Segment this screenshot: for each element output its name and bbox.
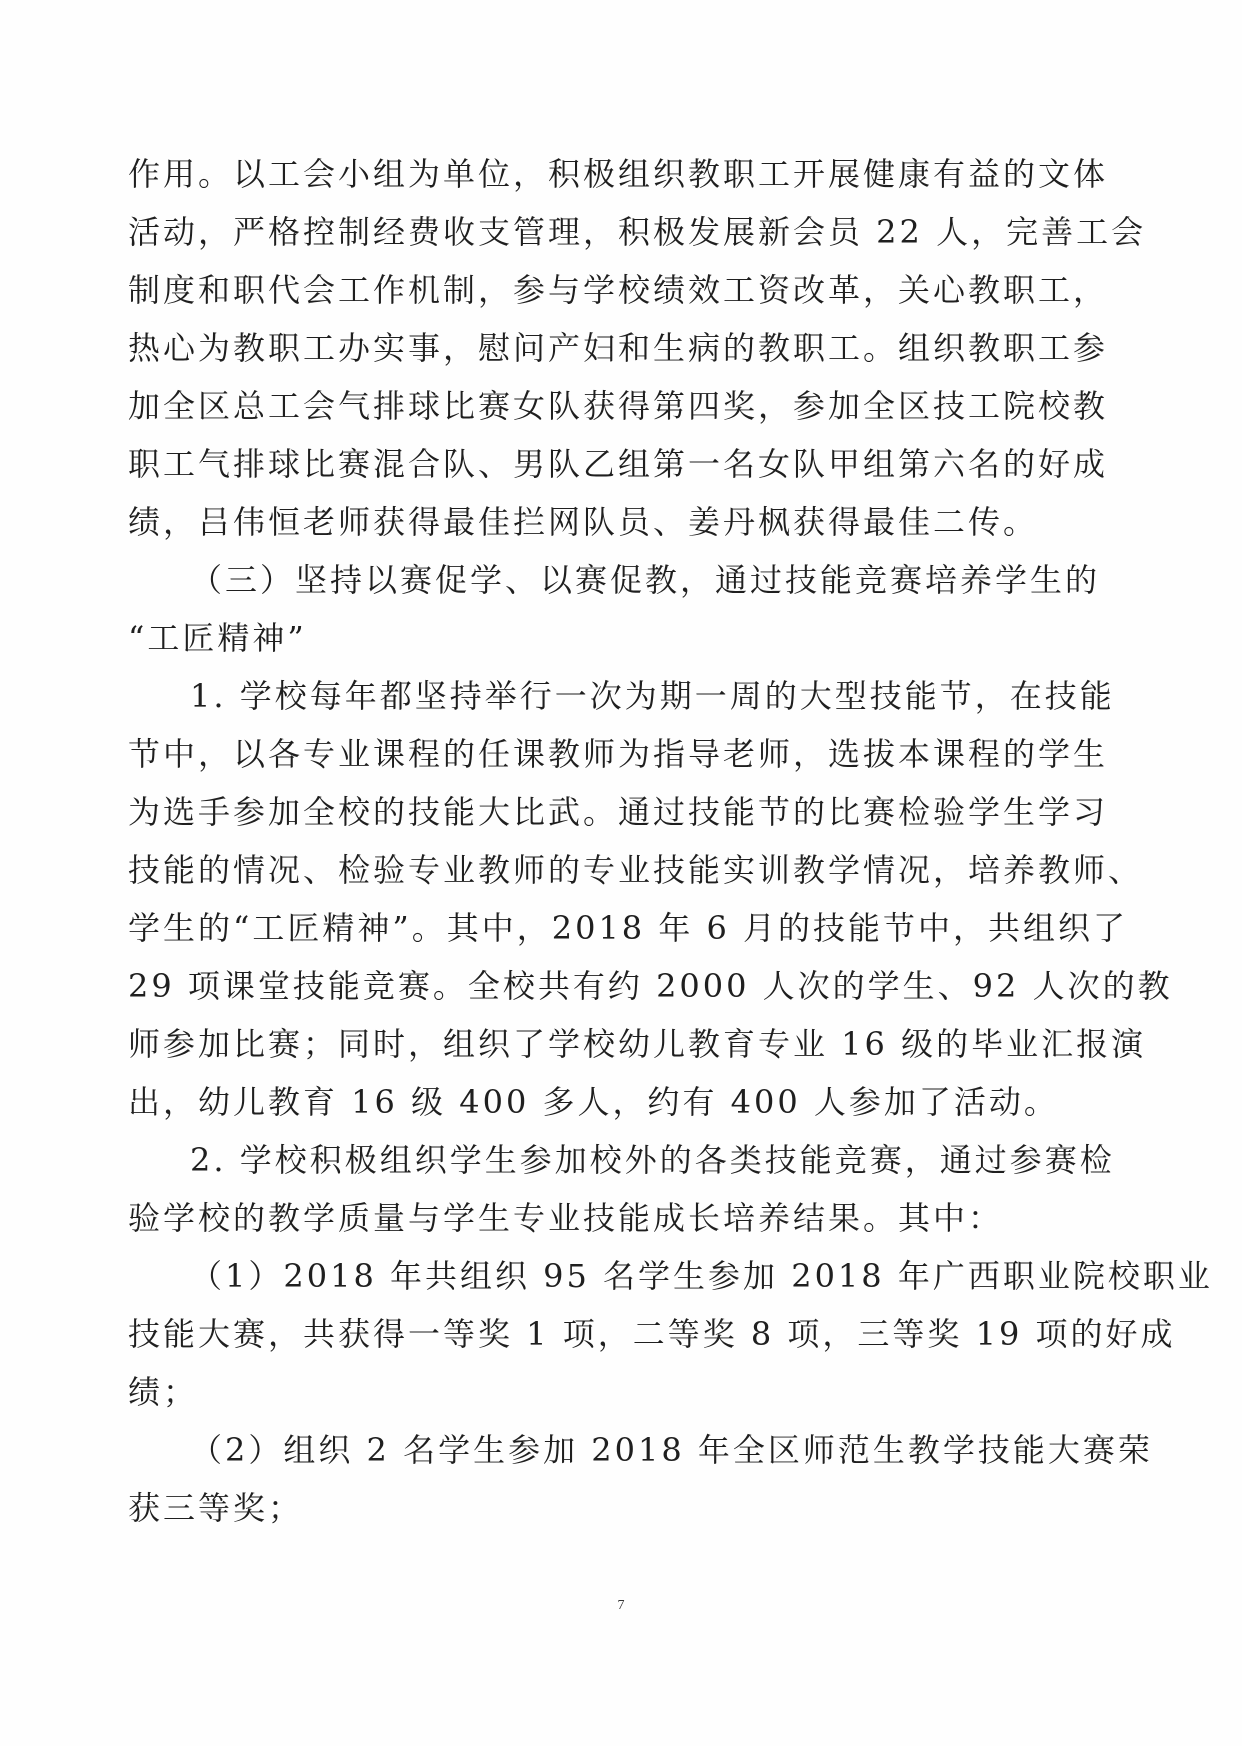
item-1-line-2: 节中，以各专业课程的任课教师为指导老师，选拔本课程的学生 [128,735,1109,773]
subitem-1-line-3: 绩； [128,1373,199,1411]
subitem-2-line-1: （2）组织 2 名学生参加 2018 年全区师范生教学技能大赛荣 [190,1431,1153,1469]
section-heading-3: （三）坚持以赛促学、以赛促教，通过技能竞赛培养学生的 [190,561,1101,599]
subitem-2-line-2: 获三等奖； [128,1489,304,1527]
document-body [128,145,1213,1537]
body-line-6: 职工气排球比赛混合队、男队乙组第一名女队甲组第六名的好成 [128,445,1109,483]
item-1-line-7: 师参加比赛；同时，组织了学校幼儿教育专业 16 级的毕业汇报演 [128,1025,1147,1063]
item-1-line-6: 29 项课堂技能竞赛。全校共有约 2000 人次的学生、92 人次的教 [128,967,1173,1005]
subitem-1-line-1: （1）2018 年共组织 95 名学生参加 2018 年广西职业院校职业 [190,1257,1213,1295]
body-line-1: 作用。以工会小组为单位，积极组织教职工开展健康有益的文体 [128,155,1109,193]
item-1-line-3: 为选手参加全校的技能大比武。通过技能节的比赛检验学生学习 [128,793,1109,831]
body-line-5: 加全区总工会气排球比赛女队获得第四奖，参加全区技工院校教 [128,387,1109,425]
item-1-line-8: 出，幼儿教育 16 级 400 多人，约有 400 人参加了活动。 [128,1083,1059,1121]
item-1-line-5: 学生的“工匠精神”。其中，2018 年 6 月的技能节中，共组织了 [128,909,1129,947]
section-heading-3-cont: “工匠精神” [128,619,307,657]
body-line-2: 活动，严格控制经费收支管理，积极发展新会员 22 人，完善工会 [128,213,1147,251]
item-2-line-1: 2. 学校积极组织学生参加校外的各类技能竞赛，通过参赛检 [190,1141,1115,1179]
item-1-line-1: 1. 学校每年都坚持举行一次为期一周的大型技能节，在技能 [190,677,1115,715]
item-2-line-2: 验学校的教学质量与学生专业技能成长培养结果。其中： [128,1199,1004,1237]
page-number: 7 [617,1598,625,1613]
subitem-1-line-2: 技能大赛，共获得一等奖 1 项，二等奖 8 项，三等奖 19 项的好成 [128,1315,1176,1353]
body-line-7: 绩，吕伟恒老师获得最佳拦网队员、姜丹枫获得最佳二传。 [128,503,1039,541]
item-1-line-4: 技能的情况、检验专业教师的专业技能实训教学情况，培养教师、 [128,851,1144,889]
body-line-3: 制度和职代会工作机制，参与学校绩效工资改革，关心教职工， [128,271,1109,309]
body-line-4: 热心为教职工办实事，慰问产妇和生病的教职工。组织教职工参 [128,329,1109,367]
